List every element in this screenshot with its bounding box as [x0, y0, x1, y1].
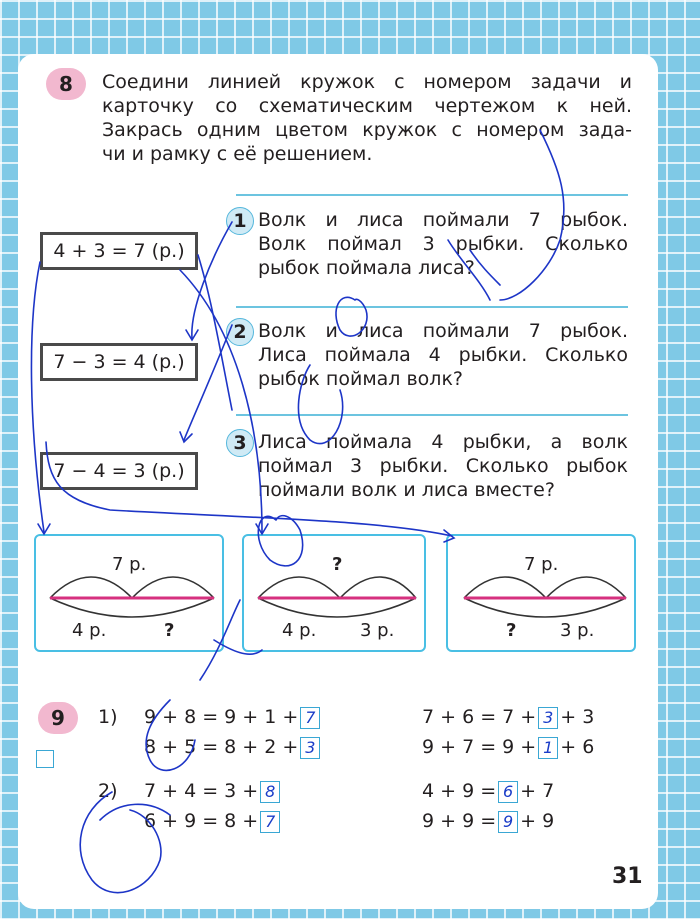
problem-1-text: Волк и лиса поймали 7 рыбок. Волк поймал 3 рыбки. Сколько рыбок поймала лиса?	[258, 209, 628, 279]
scheme-right-label: 3 р.	[360, 620, 395, 641]
answer-box[interactable]: 1	[538, 737, 558, 759]
solution-card-3[interactable]: 7 − 4 = 3 (р.)	[40, 452, 198, 490]
equation: 9 + 9 = 9 + 9	[422, 810, 555, 832]
workbook-page	[18, 54, 658, 909]
equation: 8 + 5 = 8 + 2 + 3	[144, 736, 322, 759]
problem-2-text: Волк и лиса поймали 7 рыбок. Лиса поймала 4 рыбки. Сколько рыбок поймал волк?	[258, 320, 628, 390]
equation: 7 + 4 = 3 + 8	[144, 780, 282, 803]
equation: 7 + 6 = 7 + 3 + 3	[422, 706, 595, 728]
scheme-total-label: ?	[332, 554, 343, 575]
scheme-left-label: ?	[506, 620, 517, 641]
scheme-card-1[interactable]	[34, 534, 224, 652]
scheme-right-label: 3 р.	[560, 620, 595, 641]
scheme-card-2[interactable]	[242, 534, 426, 652]
checkbox-square[interactable]	[36, 750, 54, 768]
equation: 4 + 9 = 6 + 7	[422, 780, 555, 802]
part-2-label: 2)	[98, 780, 118, 802]
divider	[236, 194, 628, 196]
task-8-instruction: Соедини линией кружок с номером задачи и карточку со схематическим чертежом к ней. Закрась одним цветом кружок с номером зада- чи и рамку с её решением.	[102, 71, 632, 165]
problem-3-text: Лиса поймала 4 рыбки, а волк поймал 3 рыбки. Сколько рыбок поймали волк и лиса вместе?	[258, 431, 628, 501]
scheme-left-label: 4 р.	[72, 620, 107, 641]
scheme-left-label: 4 р.	[282, 620, 317, 641]
part-1-label: 1)	[98, 706, 118, 728]
answer-box[interactable]: 7	[300, 707, 320, 729]
answer-box[interactable]: 8	[260, 781, 280, 803]
equation: 9 + 8 = 9 + 1 + 7	[144, 706, 322, 729]
divider	[236, 414, 628, 416]
task-8-badge: 8	[46, 68, 86, 100]
answer-box[interactable]: 9	[498, 811, 518, 833]
scheme-total-label: 7 р.	[112, 554, 147, 575]
solution-card-2[interactable]: 7 − 3 = 4 (р.)	[40, 343, 198, 381]
scheme-right-label: ?	[164, 620, 175, 641]
scheme-total-label: 7 р.	[524, 554, 559, 575]
scheme-card-3[interactable]	[446, 534, 636, 652]
equation: 9 + 7 = 9 + 1 + 6	[422, 736, 595, 758]
answer-box[interactable]: 3	[300, 737, 320, 759]
answer-box[interactable]: 6	[498, 781, 518, 803]
solution-card-1[interactable]: 4 + 3 = 7 (р.)	[40, 232, 198, 270]
equation: 6 + 9 = 8 + 7	[144, 810, 282, 833]
answer-box[interactable]: 3	[538, 707, 558, 729]
divider	[236, 306, 628, 308]
problem-2-circle[interactable]: 2	[226, 318, 254, 346]
task-9-badge: 9	[38, 702, 78, 734]
problem-3-circle[interactable]: 3	[226, 429, 254, 457]
answer-box[interactable]: 7	[260, 811, 280, 833]
page-number: 31	[612, 864, 643, 889]
problem-1-circle[interactable]: 1	[226, 207, 254, 235]
